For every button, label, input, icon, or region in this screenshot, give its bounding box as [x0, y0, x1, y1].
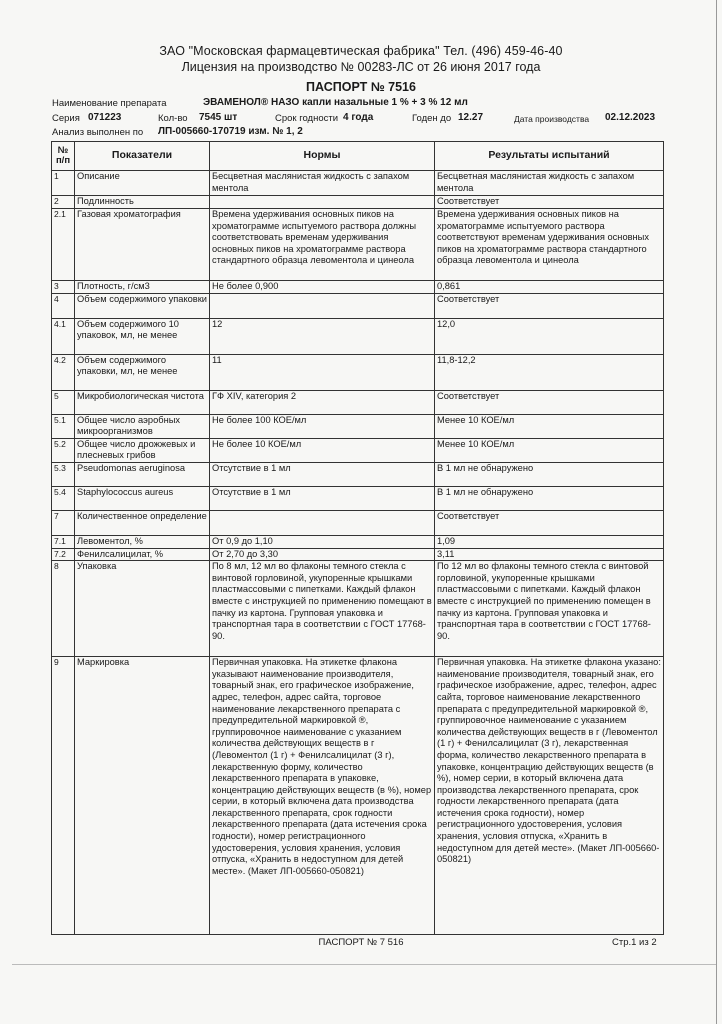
row-result: Бесцветная маслянистая жидкость с запахом ментола: [435, 171, 664, 196]
row-indicator: Объем содержимого упаковки: [75, 293, 210, 318]
qty-label: Кол-во: [158, 113, 188, 124]
qty-value: 7545 шт: [199, 112, 238, 123]
row-num: 7.1: [52, 535, 75, 548]
row-num: 4.1: [52, 318, 75, 354]
row-num: 8: [52, 561, 75, 657]
col-header-indicator: Показатели: [75, 142, 210, 171]
row-result: 12,0: [435, 318, 664, 354]
table-row: [52, 354, 664, 390]
row-result: Менее 10 КОЕ/мл: [435, 414, 664, 438]
table-row: [52, 535, 664, 548]
table-row: [52, 196, 664, 209]
table-row: [52, 657, 664, 935]
row-result: Первичная упаковка. На этикетке флакона указано: наименование производителя, товарный знак, его графическое изображение, адрес, телефон, адрес сайта, торговое наименование лекарственного препарата с предупредительной маркировкой ®, группировочное наименование с указанием количества действующих веществ в г (Левоментол (1 г) + Фенилсалицилат (3 г), лекарственная форма, количество лекарственного препарата в упаковке, концентрацию действующих веществ (в %), номер серии, в который включена дата производства лекарственного препарата, срок годности лекарственного препарата (дата истечения срока годности), номер регистрационного удостоверения, условия хранения, условия отпуска, «Хранить в недоступном для детей месте». (Макет ЛП-005660-050821): [435, 657, 664, 935]
table-row: [52, 548, 664, 561]
row-norm: Не более 10 КОЕ/мл: [210, 438, 435, 462]
row-indicator: Упаковка: [75, 561, 210, 657]
row-norm: ГФ XIV, категория 2: [210, 390, 435, 414]
row-norm: От 0,9 до 1,10: [210, 535, 435, 548]
table-row: [52, 414, 664, 438]
row-indicator: Объем содержимого упаковки, мл, не менее: [75, 354, 210, 390]
row-indicator: Газовая хроматография: [75, 209, 210, 281]
table-row: [52, 462, 664, 486]
row-norm: [210, 293, 435, 318]
col-header-norms: Нормы: [210, 142, 435, 171]
row-num: 9: [52, 657, 75, 935]
row-num: 7.2: [52, 548, 75, 561]
row-norm: Не более 100 КОЕ/мл: [210, 414, 435, 438]
row-indicator: Маркировка: [75, 657, 210, 935]
row-norm: [210, 510, 435, 535]
row-indicator: Общее число аэробных микроорганизмов: [75, 414, 210, 438]
row-indicator: Фенилсалицилат, %: [75, 548, 210, 561]
row-result: Времена удерживания основных пиков на хроматограмме испытуемого раствора соответствуют временам удерживания основных пиков на хроматограмме раствора стандартного образца левоментола и цинеола: [435, 209, 664, 281]
date-label: Дата производства: [514, 114, 590, 124]
row-norm: Отсутствие в 1 мл: [210, 462, 435, 486]
name-label: Наименование препарата: [52, 98, 167, 109]
row-indicator: Staphylococcus aureus: [75, 486, 210, 510]
row-num: 4: [52, 293, 75, 318]
table-row: [52, 486, 664, 510]
row-result: В 1 мл не обнаружено: [435, 486, 664, 510]
footer-page-number: Стр.1 из 2: [612, 937, 657, 948]
row-norm: По 8 мл, 12 мл во флаконы темного стекла с винтовой горловиной, укупоренные крышками пластмассовыми с пипетками. Каждый флакон вместе с инструкцией по применению помещают в пачку из картона. Групповая упаковка и транспортная тара в соответствии с ГОСТ 17768-90.: [210, 561, 435, 657]
row-num: 7: [52, 510, 75, 535]
name-value: ЭВАМЕНОЛ® НАЗО капли назальные 1 % + 3 % 12 мл: [203, 97, 468, 108]
footer-passport: ПАСПОРТ № 7 516: [318, 937, 404, 948]
row-num: 4.2: [52, 354, 75, 390]
shelf-label: Срок годности: [275, 113, 339, 124]
table-row: [52, 438, 664, 462]
row-indicator: Pseudomonas aeruginosa: [75, 462, 210, 486]
analysis-value: ЛП-005660-170719 изм. № 1, 2: [158, 126, 303, 137]
row-norm: 12: [210, 318, 435, 354]
row-result: В 1 мл не обнаружено: [435, 462, 664, 486]
row-norm: Отсутствие в 1 мл: [210, 486, 435, 510]
row-norm: Первичная упаковка. На этикетке флакона указывают наименование производителя, товарный знак, его графическое изображение, адрес, телефон, адрес сайта, торговое наименование лекарственного препарата с предупредительной маркировкой ®, группировочное наименование с указанием количества действующих веществ в г (Левоментол (1 г) + Фенилсалицилат (3 г), лекарственную форму, количество лекарственного препарата в упаковке, концентрацию действующих веществ (в %), номер серии, в который включена дата производства лекарственного препарата, срок годности лекарственного препарата (дата истечения срока годности), номер регистрационного удостоверения, условия хранения, условия отпуска, «Хранить в недоступном для детей месте». (Макет ЛП-005660-050821): [210, 657, 435, 935]
row-norm: 11: [210, 354, 435, 390]
row-result: 3,11: [435, 548, 664, 561]
row-norm: Времена удерживания основных пиков на хроматограмме испытуемого раствора должны соответствовать временам удерживания основных пиков на хроматограмме раствора стандартного образца левоментола и цинеола: [210, 209, 435, 281]
table-row: [52, 390, 664, 414]
row-result: Соответствует: [435, 390, 664, 414]
row-result: По 12 мл во флаконы темного стекла с винтовой горловиной, укупоренные крышками пластмассовыми с пипетками. Каждый флакон вместе с инструкцией по применению помещен в пачку из картона. Групповая упаковка и транспортная тара в соответствии с ГОСТ 17768-90.: [435, 561, 664, 657]
row-result: Соответствует: [435, 196, 664, 209]
passport-table: [51, 141, 664, 935]
row-result: Соответствует: [435, 510, 664, 535]
row-num: 5.3: [52, 462, 75, 486]
row-norm: Не более 0,900: [210, 281, 435, 294]
row-num: 5.4: [52, 486, 75, 510]
table-row: [52, 561, 664, 657]
company-header: ЗАО "Московская фармацевтическая фабрика" Тел. (496) 459-46-40: [159, 44, 563, 58]
valid-value: 12.27: [458, 112, 484, 123]
row-num: 2: [52, 196, 75, 209]
row-result: Соответствует: [435, 293, 664, 318]
date-value: 02.12.2023: [605, 112, 656, 123]
row-indicator: Подлинность: [75, 196, 210, 209]
shelf-value: 4 года: [343, 112, 374, 123]
table-row: [52, 318, 664, 354]
row-indicator: Описание: [75, 171, 210, 196]
row-indicator: Микробиологическая чистота: [75, 390, 210, 414]
passport-title: ПАСПОРТ № 7516: [306, 80, 416, 94]
valid-label: Годен до: [412, 113, 452, 124]
row-num: 1: [52, 171, 75, 196]
col-header-results: Результаты испытаний: [435, 142, 664, 171]
row-result: Менее 10 КОЕ/мл: [435, 438, 664, 462]
scan-edge-right: [716, 0, 717, 1024]
row-num: 2.1: [52, 209, 75, 281]
row-indicator: Объем содержимого 10 упаковок, мл, не менее: [75, 318, 210, 354]
row-result: 1,09: [435, 535, 664, 548]
row-num: 5.2: [52, 438, 75, 462]
row-indicator: Количественное определение: [75, 510, 210, 535]
table-row: [52, 510, 664, 535]
row-result: 0,861: [435, 281, 664, 294]
row-indicator: Общее число дрожжевых и плесневых грибов: [75, 438, 210, 462]
row-result: 11,8-12,2: [435, 354, 664, 390]
table-header-row: [52, 142, 664, 171]
row-indicator: Левоментол, %: [75, 535, 210, 548]
table-row: [52, 281, 664, 294]
row-num: 5: [52, 390, 75, 414]
row-norm: От 2,70 до 3,30: [210, 548, 435, 561]
scan-edge-bottom: [12, 964, 716, 965]
analysis-label: Анализ выполнен по: [52, 127, 144, 138]
table-row: [52, 171, 664, 196]
row-num: 5.1: [52, 414, 75, 438]
table-row: [52, 209, 664, 281]
license-line: Лицензия на производство № 00283-ЛС от 26 июня 2017 года: [181, 60, 541, 74]
col-header-num: № п/п: [52, 142, 75, 171]
series-label: Серия: [52, 113, 80, 124]
row-indicator: Плотность, г/см3: [75, 281, 210, 294]
row-norm: [210, 196, 435, 209]
row-num: 3: [52, 281, 75, 294]
table-row: [52, 293, 664, 318]
row-norm: Бесцветная маслянистая жидкость с запахом ментола: [210, 171, 435, 196]
series-value: 071223: [88, 112, 122, 123]
